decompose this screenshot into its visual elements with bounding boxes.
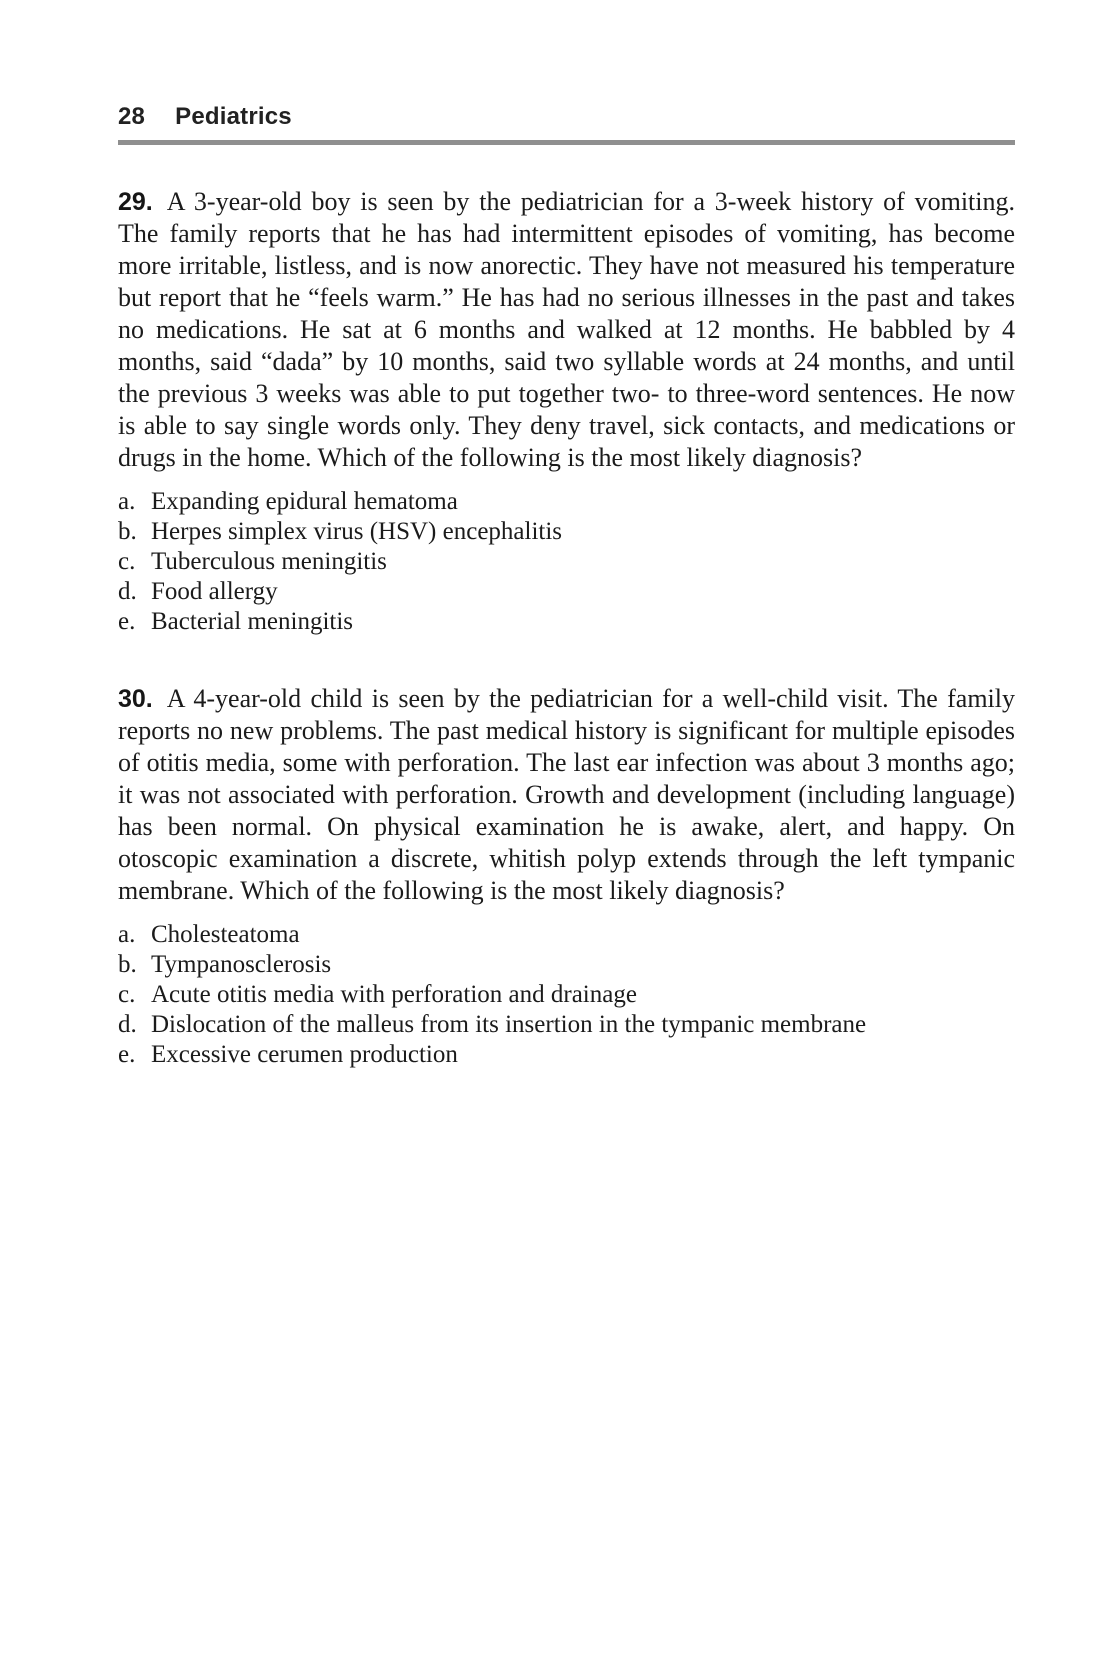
option-text: Food allergy bbox=[151, 578, 278, 605]
option-row-a bbox=[118, 920, 1015, 950]
option-text: Cholesteatoma bbox=[151, 921, 300, 948]
option-letter: e. bbox=[118, 608, 136, 635]
question-30 bbox=[118, 683, 1015, 1070]
option-row-a bbox=[118, 487, 1015, 517]
option-text: Dislocation of the malleus from its insertion in the tympanic membrane bbox=[151, 1011, 867, 1038]
option-text: Herpes simplex virus (HSV) encephalitis bbox=[151, 518, 563, 545]
header-rule bbox=[118, 140, 1015, 145]
option-row-e bbox=[118, 1040, 1015, 1070]
section-title: Pediatrics bbox=[175, 103, 292, 130]
option-letter: b. bbox=[118, 518, 137, 545]
question-30-body: A 4-year-old child is seen by the pediatrician for a well-child visit. The family reports no new problems. The past medical history is significant for multiple episodes of otitis media, some with perforation. The last ear infection was about 3 months ago; it was not associated with perforation. Growth and development (including language) has been normal. On physical examination he is awake, alert, and happy. On otoscopic examination a discrete, whitish polyp extends through the left tympanic membrane. Which of the following is the most likely diagnosis? bbox=[118, 684, 1015, 905]
option-letter: a. bbox=[118, 488, 136, 515]
question-30-text bbox=[118, 683, 1015, 907]
option-row-c bbox=[118, 980, 1015, 1010]
option-row-d bbox=[118, 1010, 1015, 1040]
option-text: Expanding epidural hematoma bbox=[151, 488, 458, 515]
option-letter: c. bbox=[118, 548, 136, 575]
option-text: Acute otitis media with perforation and drainage bbox=[151, 981, 637, 1008]
page-header bbox=[118, 103, 1015, 131]
option-text: Excessive cerumen production bbox=[151, 1041, 458, 1068]
page-number: 28 bbox=[118, 103, 146, 130]
question-29-options bbox=[118, 487, 1015, 637]
option-row-b bbox=[118, 517, 1015, 547]
option-letter: d. bbox=[118, 1011, 137, 1038]
option-text: Tuberculous meningitis bbox=[151, 548, 387, 575]
option-text: Bacterial meningitis bbox=[151, 608, 354, 635]
option-row-d bbox=[118, 577, 1015, 607]
option-letter: e. bbox=[118, 1041, 136, 1068]
option-letter: d. bbox=[118, 578, 137, 605]
question-30-number: 30. bbox=[118, 685, 153, 713]
option-row-c bbox=[118, 547, 1015, 577]
option-letter: c. bbox=[118, 981, 136, 1008]
option-row-b bbox=[118, 950, 1015, 980]
option-letter: b. bbox=[118, 951, 137, 978]
question-29-number: 29. bbox=[118, 188, 153, 216]
question-29 bbox=[118, 186, 1015, 637]
question-29-text bbox=[118, 186, 1015, 474]
option-row-e bbox=[118, 607, 1015, 637]
option-text: Tympanosclerosis bbox=[151, 951, 332, 978]
question-29-body: A 3-year-old boy is seen by the pediatrician for a 3-week history of vomiting. The family reports that he has had intermittent episodes of vomiting, has become more irritable, listless, and is now anorectic. They have not measured his temperature but report that he “feels warm.” He has had no serious illnesses in the past and takes no medications. He sat at 6 months and walked at 12 months. He babbled by 4 months, said “dada” by 10 months, said two syllable words at 24 months, and until the previous 3 weeks was able to put together two- to three-word sentences. He now is able to say single words only. They deny travel, sick contacts, and medications or drugs in the home. Which of the following is the most likely diagnosis? bbox=[118, 187, 1015, 472]
option-letter: a. bbox=[118, 921, 136, 948]
question-30-options bbox=[118, 920, 1015, 1070]
